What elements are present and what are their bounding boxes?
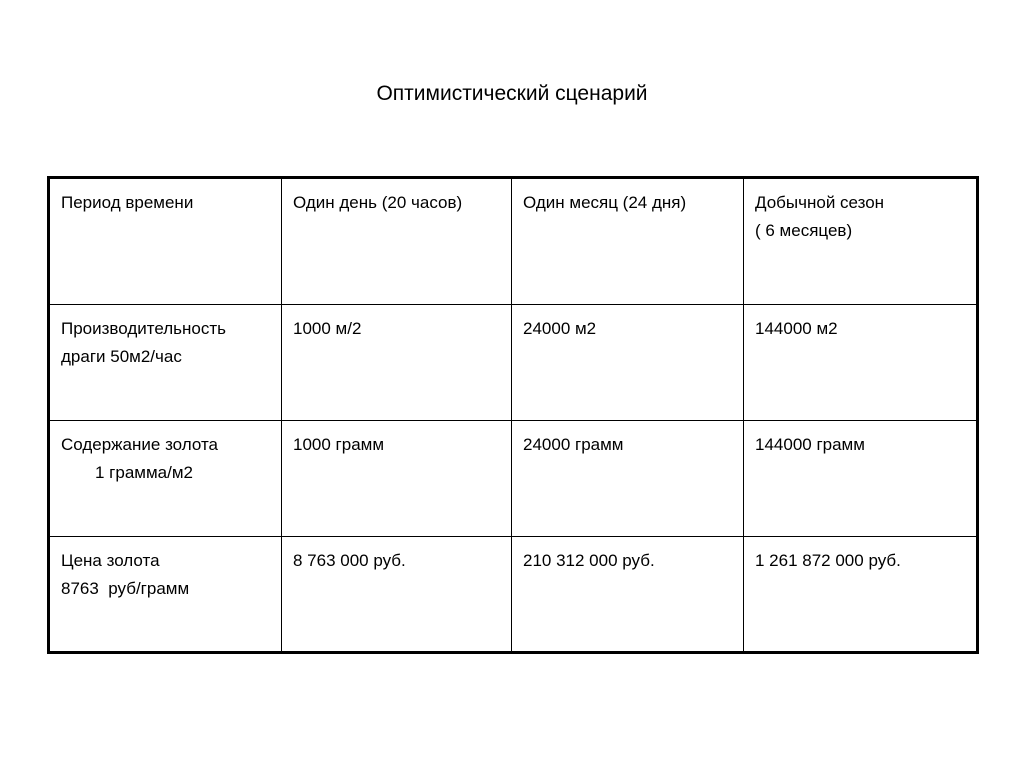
- row-label-line: Содержание золота: [61, 435, 219, 454]
- day-value-cell: 8 763 000 руб.: [282, 537, 512, 653]
- table-row: [49, 421, 978, 537]
- season-value-cell: 1 261 872 000 руб.: [744, 537, 978, 653]
- header-season-sublabel: ( 6 месяцев): [755, 221, 853, 240]
- month-value-cell: 210 312 000 руб.: [512, 537, 744, 653]
- season-value-cell: 144000 грамм: [744, 421, 978, 537]
- row-label-line: Производительность: [61, 319, 227, 338]
- day-value-cell: 1000 м/2: [282, 305, 512, 421]
- row-label-line: драги 50м2/час: [61, 347, 182, 366]
- table-row: [49, 537, 978, 653]
- row-label-cell: [49, 305, 282, 421]
- row-label-line: 8763 руб/грамм: [61, 579, 190, 598]
- header-cell-month: [512, 178, 744, 305]
- table-header-row: [49, 178, 978, 305]
- row-label-line: Цена золота: [61, 551, 160, 570]
- day-value-cell: 1000 грамм: [282, 421, 512, 537]
- scenario-table: [47, 176, 979, 654]
- header-day-label: Один день (20 часов): [293, 193, 463, 212]
- table-row: [49, 305, 978, 421]
- header-cell-day: [282, 178, 512, 305]
- row-label-line: 1 грамма/м2: [95, 463, 193, 482]
- row-label-cell: [49, 537, 282, 653]
- header-period-label: Период времени: [61, 193, 194, 212]
- header-cell-period: [49, 178, 282, 305]
- season-value-cell: 144000 м2: [744, 305, 978, 421]
- month-value-cell: 24000 м2: [512, 305, 744, 421]
- row-label-cell: [49, 421, 282, 537]
- header-cell-season: [744, 178, 978, 305]
- header-season-label: Добычной сезон: [755, 193, 885, 212]
- month-value-cell: 24000 грамм: [512, 421, 744, 537]
- slide-title: Оптимистический сценарий: [376, 82, 648, 105]
- header-month-label: Один месяц (24 дня): [523, 193, 687, 212]
